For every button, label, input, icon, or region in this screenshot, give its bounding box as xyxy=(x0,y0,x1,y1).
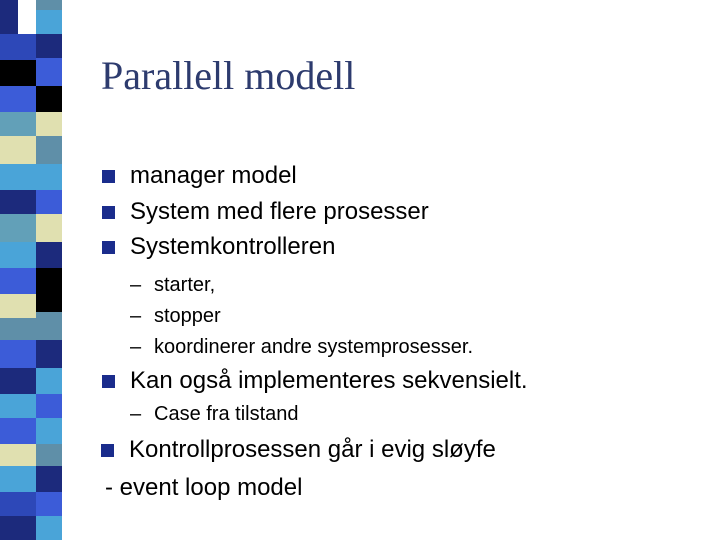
bullet-text: manager model xyxy=(130,162,297,189)
bullet-text: Kan også implementeres sekvensielt. xyxy=(130,367,528,394)
square-bullet-icon xyxy=(102,375,115,388)
bullet-item xyxy=(130,198,429,226)
sub-bullet-text: Case fra tilstand xyxy=(154,403,299,425)
square-bullet-icon xyxy=(102,241,115,254)
bullet-item xyxy=(130,367,528,395)
bullet-text: Kontrollprosessen går i evig sløyfe xyxy=(129,436,496,463)
decorative-left-stripe xyxy=(0,0,68,540)
sub-bullet-text: koordinerer andre systemprosesser. xyxy=(154,336,474,358)
bullet-item xyxy=(130,162,297,190)
bullet-text: Systemkontrolleren xyxy=(130,233,336,260)
sub-bullet-item xyxy=(130,402,299,426)
sub-bullet-item xyxy=(130,335,473,359)
slide-title: Parallell modell xyxy=(101,53,356,98)
bullet-text: System med flere prosesser xyxy=(130,198,429,225)
sub-bullet-item xyxy=(130,304,221,328)
dash-marker: – xyxy=(130,403,142,425)
continuation-line: - event loop model xyxy=(105,474,303,501)
dash-marker: – xyxy=(130,336,142,358)
sub-bullet-text: starter, xyxy=(154,274,216,296)
sub-bullet-item xyxy=(130,273,215,297)
dash-marker: – xyxy=(130,274,142,296)
sub-bullet-text: stopper xyxy=(154,305,221,327)
bullet-item xyxy=(129,436,496,464)
bullet-item xyxy=(130,233,335,261)
square-bullet-icon xyxy=(102,170,115,183)
square-bullet-icon xyxy=(101,444,114,457)
square-bullet-icon xyxy=(102,206,115,219)
dash-marker: – xyxy=(130,305,142,327)
